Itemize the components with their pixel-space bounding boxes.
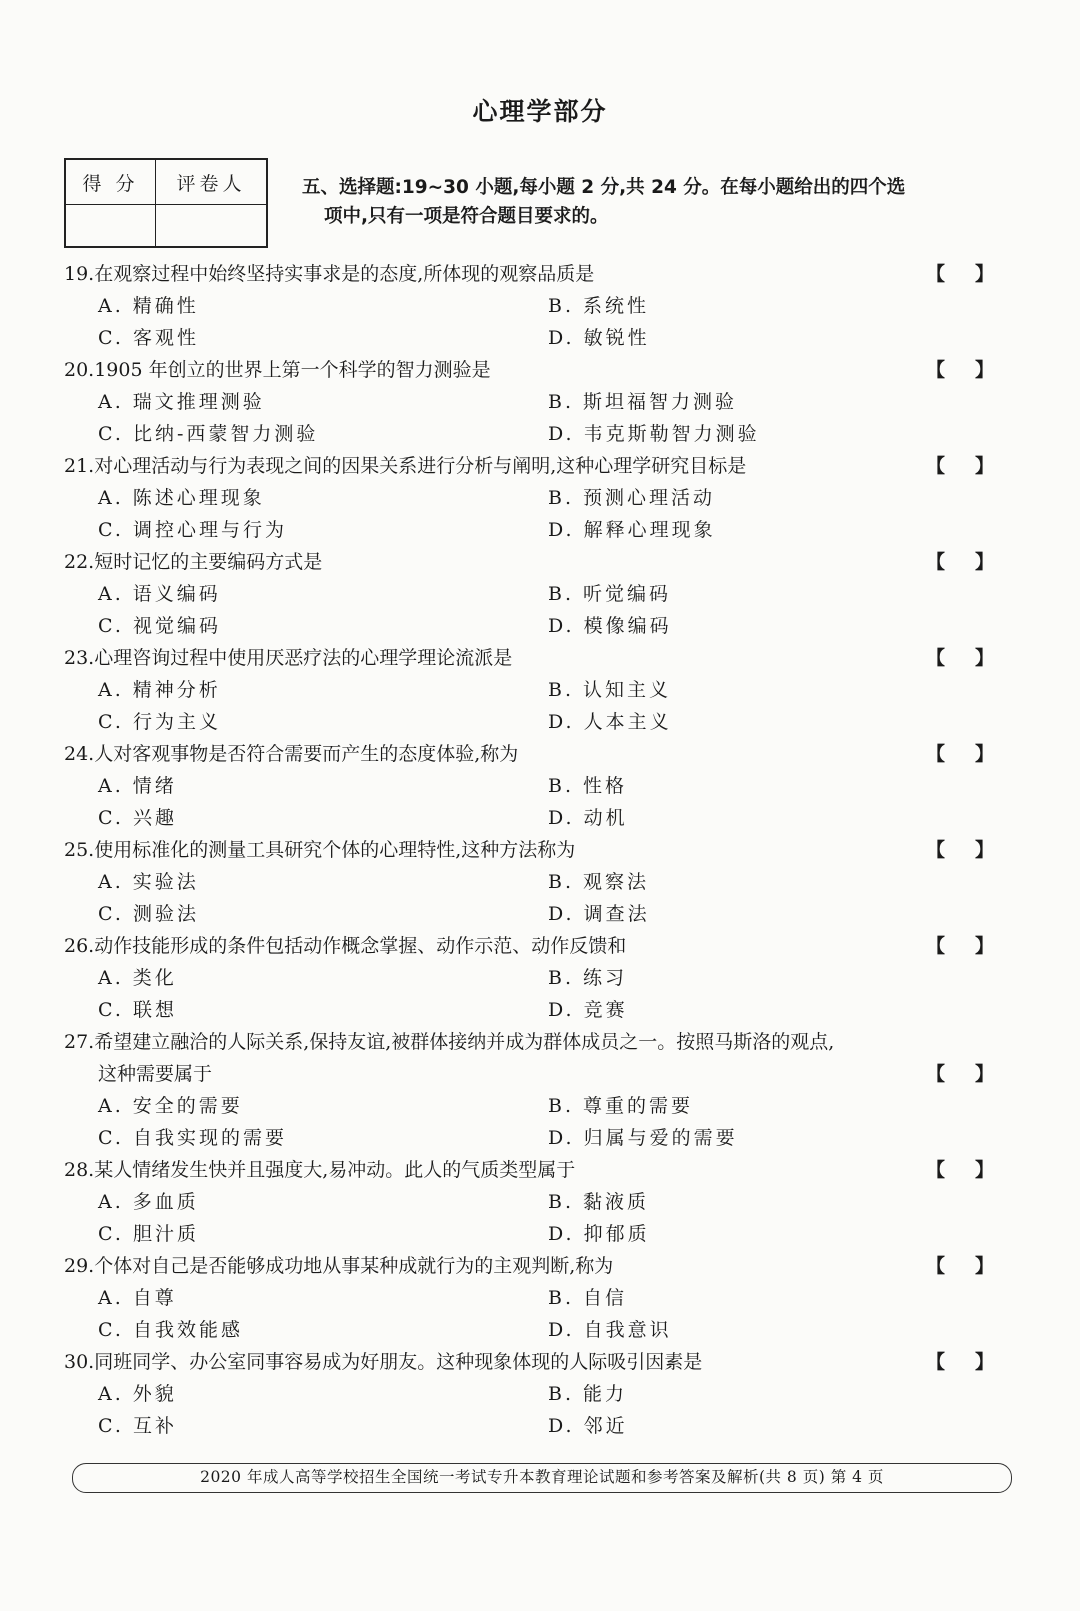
question-item (64, 642, 1024, 738)
option-b[interactable]: B. 观察法 (548, 871, 650, 893)
option-c[interactable]: C. 行为主义 (98, 711, 221, 733)
option-a[interactable]: A. 情绪 (98, 775, 177, 797)
question-text: 希望建立融洽的人际关系,保持友谊,被群体接纳并成为群体成员之一。按照马斯洛的观点, (94, 1031, 835, 1053)
question-number: 24. (64, 743, 95, 765)
question-number: 28. (64, 1159, 95, 1181)
question-text: 人对客观事物是否符合需要而产生的态度体验,称为 (94, 743, 519, 765)
options-grid (64, 1282, 1024, 1346)
question-item (64, 354, 1024, 450)
option-c[interactable]: C. 视觉编码 (98, 615, 221, 637)
option-c[interactable]: C. 互补 (98, 1415, 177, 1437)
option-d[interactable]: D. 自我意识 (548, 1319, 672, 1341)
question-item (64, 1154, 1024, 1250)
option-a[interactable]: A. 精神分析 (98, 679, 221, 701)
question-text: 心理咨询过程中使用厌恶疗法的心理学理论流派是 (94, 647, 513, 669)
answer-bracket[interactable]: 【】 (925, 455, 1024, 477)
question-text: 动作技能形成的条件包括动作概念掌握、动作示范、动作反馈和 (94, 935, 627, 957)
answer-bracket[interactable]: 【】 (925, 1063, 1024, 1085)
question-stem (64, 258, 1024, 290)
options-grid (64, 962, 1024, 1026)
option-c[interactable]: C. 比纳-西蒙智力测验 (98, 423, 319, 445)
question-stem (64, 1250, 1024, 1282)
options-grid (64, 1186, 1024, 1250)
option-a[interactable]: A. 语义编码 (98, 583, 221, 605)
option-d[interactable]: D. 抑郁质 (548, 1223, 650, 1245)
option-a[interactable]: A. 安全的需要 (98, 1095, 243, 1117)
option-a[interactable]: A. 陈述心理现象 (98, 487, 265, 509)
question-number: 26. (64, 935, 95, 957)
answer-bracket[interactable]: 【】 (925, 1255, 1024, 1277)
answer-bracket[interactable]: 【】 (925, 1159, 1024, 1181)
question-item (64, 450, 1024, 546)
option-c[interactable]: C. 兴趣 (98, 807, 177, 829)
option-b[interactable]: B. 斯坦福智力测验 (548, 391, 738, 413)
question-stem (64, 450, 1024, 482)
option-a[interactable]: A. 自尊 (98, 1287, 177, 1309)
option-d[interactable]: D. 动机 (548, 807, 628, 829)
question-stem (64, 1026, 1024, 1058)
question-text: 同班同学、办公室同事容易成为好朋友。这种现象体现的人际吸引因素是 (94, 1351, 703, 1373)
question-number: 25. (64, 839, 95, 861)
answer-bracket[interactable]: 【】 (925, 935, 1024, 957)
option-c[interactable]: C. 调控心理与行为 (98, 519, 287, 541)
option-c[interactable]: C. 胆汁质 (98, 1223, 199, 1245)
options-grid (64, 770, 1024, 834)
option-c[interactable]: C. 客观性 (98, 327, 199, 349)
option-d[interactable]: D. 调查法 (548, 903, 650, 925)
question-number: 30. (64, 1351, 95, 1373)
option-b[interactable]: B. 能力 (548, 1383, 628, 1405)
question-stem (64, 834, 1024, 866)
question-text-continued: 这种需要属于 (98, 1063, 213, 1085)
option-b[interactable]: B. 自信 (548, 1287, 628, 1309)
answer-bracket[interactable]: 【】 (925, 647, 1024, 669)
option-c[interactable]: C. 测验法 (98, 903, 199, 925)
option-b[interactable]: B. 性格 (548, 775, 628, 797)
question-list (64, 258, 1024, 1442)
question-item (64, 258, 1024, 354)
question-item (64, 546, 1024, 642)
question-stem (64, 546, 1024, 578)
question-stem (64, 738, 1024, 770)
question-item (64, 738, 1024, 834)
answer-bracket[interactable]: 【】 (925, 743, 1024, 765)
question-number: 29. (64, 1255, 95, 1277)
grader-header: 评卷人 (156, 160, 266, 205)
answer-bracket[interactable]: 【】 (925, 1351, 1024, 1373)
option-d[interactable]: D. 归属与爱的需要 (548, 1127, 738, 1149)
option-a[interactable]: A. 类化 (98, 967, 177, 989)
option-b[interactable]: B. 认知主义 (548, 679, 672, 701)
option-a[interactable]: A. 实验法 (98, 871, 199, 893)
option-a[interactable]: A. 外貌 (98, 1383, 177, 1405)
option-b[interactable]: B. 练习 (548, 967, 628, 989)
answer-bracket[interactable]: 【】 (925, 263, 1024, 285)
question-number: 20. (64, 359, 95, 381)
score-table (64, 158, 268, 248)
options-grid (64, 1090, 1024, 1154)
instructions-line-2: 项中,只有一项是符合题目要求的。 (324, 206, 609, 227)
question-item (64, 1346, 1024, 1442)
option-d[interactable]: D. 竞赛 (548, 999, 628, 1021)
answer-bracket[interactable]: 【】 (925, 359, 1024, 381)
options-grid (64, 674, 1024, 738)
score-header: 得 分 (66, 160, 156, 205)
option-c[interactable]: C. 自我效能感 (98, 1319, 243, 1341)
option-d[interactable]: D. 人本主义 (548, 711, 672, 733)
option-b[interactable]: B. 预测心理活动 (548, 487, 716, 509)
question-stem-continued (64, 1058, 1024, 1090)
question-item (64, 1250, 1024, 1346)
instructions-line-1: 五、选择题:19~30 小题,每小题 2 分,共 24 分。在每小题给出的四个选 (302, 177, 906, 198)
answer-bracket[interactable]: 【】 (925, 551, 1024, 573)
question-number: 19. (64, 263, 95, 285)
option-b[interactable]: B. 黏液质 (548, 1191, 650, 1213)
question-text: 使用标准化的测量工具研究个体的心理特性,这种方法称为 (94, 839, 576, 861)
option-c[interactable]: C. 联想 (98, 999, 177, 1021)
question-stem (64, 930, 1024, 962)
question-item (64, 930, 1024, 1026)
question-item (64, 1026, 1024, 1154)
option-d[interactable]: D. 解释心理现象 (548, 519, 716, 541)
option-d[interactable]: D. 韦克斯勒智力测验 (548, 423, 760, 445)
options-grid (64, 482, 1024, 546)
question-stem (64, 1346, 1024, 1378)
option-a[interactable]: A. 多血质 (98, 1191, 199, 1213)
question-item (64, 834, 1024, 930)
question-stem (64, 642, 1024, 674)
options-grid (64, 386, 1024, 450)
question-text: 个体对自己是否能够成功地从事某种成就行为的主观判断,称为 (94, 1255, 614, 1277)
question-text: 在观察过程中始终坚持实事求是的态度,所体现的观察品质是 (94, 263, 595, 285)
grader-cell (156, 205, 266, 246)
question-number: 23. (64, 647, 95, 669)
score-cell (66, 205, 156, 246)
option-d[interactable]: D. 邻近 (548, 1415, 628, 1437)
section-instructions (302, 173, 1012, 231)
question-stem (64, 1154, 1024, 1186)
options-grid (64, 1378, 1024, 1442)
option-a[interactable]: A. 精确性 (98, 295, 199, 317)
question-text: 短时记忆的主要编码方式是 (94, 551, 323, 573)
page-footer: 2020 年成人高等学校招生全国统一考试专升本教育理论试题和参考答案及解析(共 8 页) 第 4 页 (72, 1463, 1012, 1493)
question-number: 22. (64, 551, 95, 573)
question-stem (64, 354, 1024, 386)
options-grid (64, 578, 1024, 642)
section-title: 心理学部分 (472, 97, 608, 126)
option-b[interactable]: B. 尊重的需要 (548, 1095, 694, 1117)
answer-bracket[interactable]: 【】 (925, 839, 1024, 861)
question-text: 某人情绪发生快并且强度大,易冲动。此人的气质类型属于 (94, 1159, 576, 1181)
option-d[interactable]: D. 敏锐性 (548, 327, 650, 349)
option-b[interactable]: B. 系统性 (548, 295, 650, 317)
option-b[interactable]: B. 听觉编码 (548, 583, 672, 605)
question-text: 1905 年创立的世界上第一个科学的智力测验是 (94, 359, 491, 381)
option-d[interactable]: D. 模像编码 (548, 615, 672, 637)
option-c[interactable]: C. 自我实现的需要 (98, 1127, 287, 1149)
options-grid (64, 290, 1024, 354)
option-a[interactable]: A. 瑞文推理测验 (98, 391, 265, 413)
question-number: 21. (64, 455, 95, 477)
question-text: 对心理活动与行为表现之间的因果关系进行分析与阐明,这种心理学研究目标是 (94, 455, 747, 477)
options-grid (64, 866, 1024, 930)
question-number: 27. (64, 1031, 95, 1053)
